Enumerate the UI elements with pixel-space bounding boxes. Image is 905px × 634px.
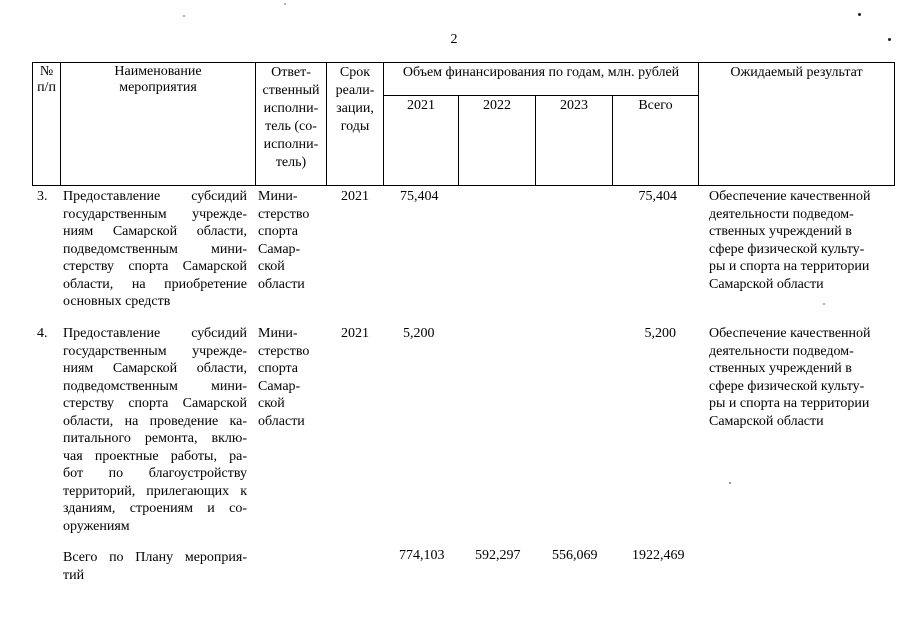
header-year-2022: 2022	[483, 98, 511, 113]
header-funding: Объем финансирования по годам, млн. рублей	[402, 65, 680, 80]
header-year-2021: 2021	[407, 98, 435, 113]
row-responsible: Мини- стерство спорта Самар- ской области	[258, 189, 310, 292]
header-result: Ожидаемый результат	[730, 65, 863, 80]
header-term: Срок реали- зации, годы	[335, 65, 375, 134]
row-name: Предоставление субсидий государственным учрежде- ниям Самарской области, подведомственным мини- стерству спорта Самарской области, на приобретение основных средств	[63, 189, 247, 309]
summary-value-2022: 592,297	[475, 548, 521, 563]
row-value-2021: 75,404	[400, 189, 439, 204]
row-term: 2021	[341, 189, 369, 204]
row-name: Предоставление субсидий государственным учрежде- ниям Самарской области, подведомственным мини- стерству спорта Самарской области, на проведение ка- питального ремонта, вклю- чая проектные работы, ра- бот по благоустройству территорий, прилегающих к зданиям, строениям и со- оружениям	[63, 326, 247, 534]
row-responsible: Мини- стерство спорта Самар- ской области	[258, 326, 310, 429]
page-number: 2	[450, 32, 458, 47]
row-value-2021: 5,200	[403, 326, 435, 341]
header-name: Наименование мероприятия	[114, 64, 202, 95]
summary-value-2021: 774,103	[399, 548, 445, 563]
row-term: 2021	[341, 326, 369, 341]
row-number: 3.	[37, 189, 48, 204]
row-value-total: 5,200	[644, 326, 676, 341]
row-value-total: 75,404	[638, 189, 677, 204]
header-total: Всего	[638, 98, 673, 113]
header-responsible: Ответ- ственный исполни- тель (со- исполни- тель)	[262, 65, 320, 170]
header-year-2023: 2023	[560, 98, 588, 113]
header-num: № п/п	[37, 64, 56, 95]
row-result: Обеспечение качественной деятельности подведом- ственных учреждений в сфере физической культу- ры и спорта на территории Самарской области	[709, 326, 871, 429]
row-number: 4.	[37, 326, 48, 341]
summary-value-2023: 556,069	[552, 548, 598, 563]
summary-value-total: 1922,469	[632, 548, 685, 563]
summary-label: Всего по Плану мероприя- тий	[63, 550, 247, 583]
row-result: Обеспечение качественной деятельности подведом- ственных учреждений в сфере физической культу- ры и спорта на территории Самарской области	[709, 189, 871, 292]
